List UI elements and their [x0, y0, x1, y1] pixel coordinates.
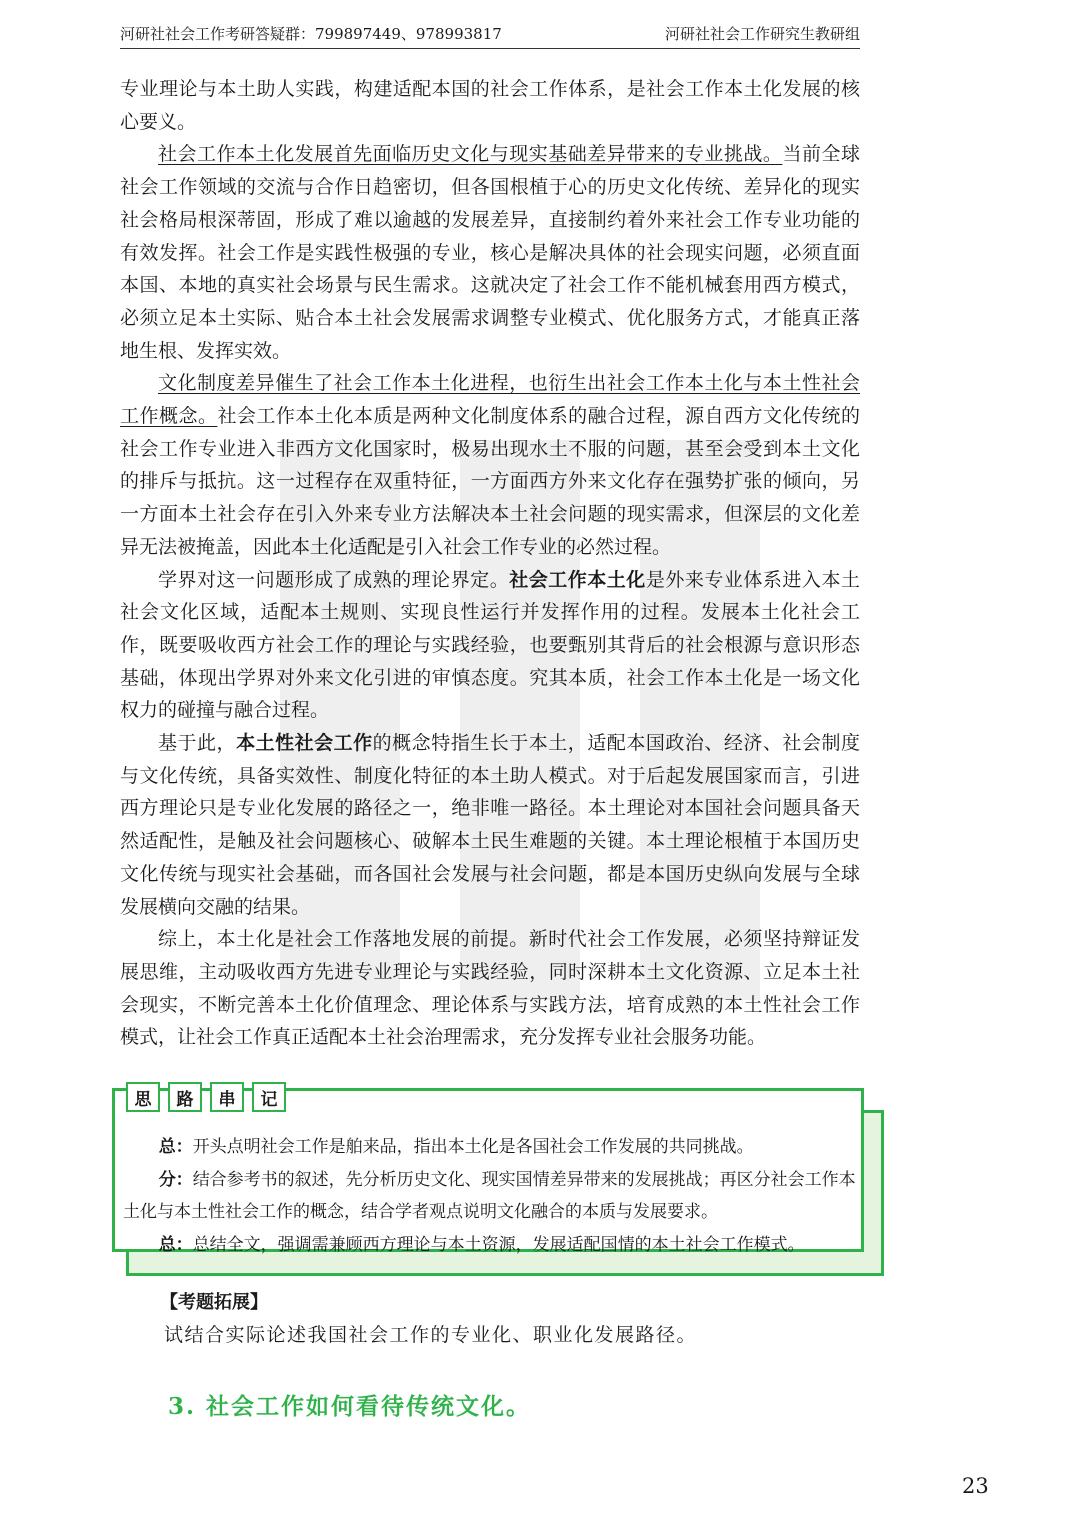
thinking-summary-box	[112, 1082, 888, 1282]
header-qq-groups: 河研社社会工作考研答疑群：799897449、978993817	[120, 25, 502, 43]
paragraph-4	[120, 564, 860, 728]
header-org-name: 河研社社会工作研究生教研组	[664, 25, 860, 43]
page-header	[120, 20, 860, 49]
paragraph-5-text: 的概念特指生长于本土，适配本国政治、经济、社会制度与文化传统，具备实效性、制度化特征的本土助人模式。对于后起发展国家而言，引进西方理论只是专业化发展的路径之一，绝非唯一路径。本土理论对本国社会问题具备天然适配性，是触及社会问题核心、破解本土民生难题的关键。本土理论根植于本国历史文化传统与现实社会基础，而各国社会发展与社会问题，都是本国历史纵向发展与全球发展横向交融的结果。	[120, 732, 860, 918]
summary-box-text	[123, 1131, 865, 1261]
paragraph-3-topic-sentence: 文化制度差异催生了社会工作本土化进程，也衍生出社会工作本土化与本土性社会工作概念。	[120, 372, 860, 428]
summary-closing-text: 总结全文，强调需兼顾西方理论与本土资源，发展适配国情的本土社会工作模式。	[192, 1234, 805, 1255]
paragraph-4-text: 是外来专业体系进入本土社会文化区域，适配本土规则、实现良性运行并发挥作用的过程。发展本土化社会工作，既要吸收西方社会工作的理论与实践经验，也要甄别其背后的社会根源与意识形态基础，体现出学界对外来文化引进的审慎态度。究其本质，社会工作本土化是一场文化权力的碰撞与融合过程。	[120, 568, 860, 722]
summary-closing	[123, 1229, 865, 1262]
paragraph-2-topic-sentence: 社会工作本土化发展首先面临历史文化与现实基础差异带来的专业挑战。	[158, 143, 783, 166]
term-localization: 社会工作本土化	[509, 568, 646, 591]
summary-opening-key: 总：	[158, 1137, 193, 1157]
paragraph-2	[120, 138, 860, 367]
paragraph-6: 综上，本土化是社会工作落地发展的前提。新时代社会工作发展，必须坚持辩证发展思维，主动吸收西方先进专业理论与实践经验，同时深耕本土文化资源、立足本土社会现实，不断完善本土化价值理念、理论体系与实践方法，培育成熟的本土性社会工作模式，让社会工作真正适配本土社会治理需求，充分发挥专业社会服务功能。	[120, 928, 860, 1049]
summary-box-tags	[126, 1082, 286, 1118]
tag-ji: 记	[252, 1082, 286, 1112]
summary-closing-key: 总：	[158, 1234, 193, 1255]
article-body	[120, 73, 860, 1054]
summary-opening	[123, 1131, 865, 1164]
section-heading: 3. 社会工作如何看待传统文化。	[168, 1393, 532, 1420]
paragraph-5	[120, 727, 860, 923]
summary-body	[123, 1164, 865, 1229]
paragraph-2-text: 当前全球社会工作领域的交流与合作日趋密切，但各国根植于心的历史文化传统、差异化的现实社会格局根深蒂固，形成了难以逾越的发展差异，直接制约着外来社会工作专业功能的有效发挥。社会工作是实践性极强的专业，核心是解决具体的社会现实问题，必须直面本国、本地的真实社会场景与民生需求。这就决定了社会工作不能机械套用西方模式，必须立足本土实际、贴合本土社会发展需求调整专业模式、优化服务方式，才能真正落地生根、发挥实效。	[120, 143, 860, 362]
tag-chuan: 串	[210, 1082, 244, 1112]
term-indigenous-social-work: 本土性社会工作	[236, 732, 373, 755]
tag-lu: 路	[168, 1082, 202, 1112]
summary-opening-text: 开头点明社会工作是舶来品，指出本土化是各国社会工作发展的共同挑战。	[192, 1137, 754, 1157]
extension-title: 【考题拓展】	[160, 1292, 268, 1313]
summary-body-text: 结合参考书的叙述，先分析历史文化、现实国情差异带来的发展挑战；再区分社会工作本土化与本土性社会工作的概念，结合学者观点说明文化融合的本质与发展要求。	[123, 1169, 856, 1222]
paragraph-4-intro: 学界对这一问题形成了成熟的理论界定。	[158, 568, 510, 591]
page-number: 23	[962, 1474, 989, 1498]
paragraph-1: 专业理论与本土助人实践，构建适配本国的社会工作体系，是社会工作本土化发展的核心要义。	[120, 78, 860, 133]
tag-si: 思	[126, 1082, 160, 1112]
paragraph-5-intro: 基于此，	[158, 732, 237, 755]
extension-question: 试结合实际论述我国社会工作的专业化、职业化发展路径。	[164, 1324, 698, 1346]
paragraph-3	[120, 367, 860, 563]
paragraph-3-text: 社会工作本土化本质是两种文化制度体系的融合过程，源自西方文化传统的社会工作专业进入非西方文化国家时，极易出现水土不服的问题，甚至会受到本土文化的排斥与抵抗。这一过程存在双重特征，一方面西方外来文化存在强势扩张的倾向，另一方面本土社会存在引入外来专业方法解决本土社会问题的现实需求，但深层的文化差异无法被掩盖，因此本土化适配是引入社会工作专业的必然过程。	[120, 405, 860, 558]
summary-body-key: 分：	[158, 1169, 193, 1190]
